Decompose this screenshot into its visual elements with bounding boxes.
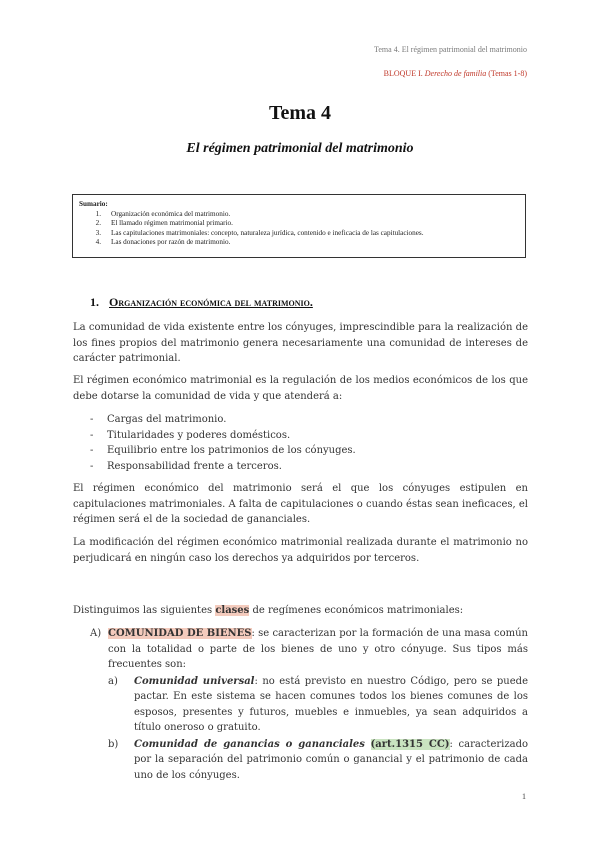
subitem-term: Comunidad de ganancias o gananciales <box>134 738 365 750</box>
class-a-body <box>108 626 528 673</box>
subitem-text: : caracterizado por la separación del patrimonio común o ganancial y el patrimonio de cada uno de los cónyuges. <box>134 738 528 781</box>
paragraph <box>73 603 528 619</box>
list-dash: - <box>90 429 94 441</box>
list-dash: - <box>90 414 94 425</box>
highlight-article-ref: (art.1315 CC) <box>370 738 450 750</box>
list-item <box>90 459 356 475</box>
class-a-marker: A) <box>90 628 102 639</box>
section-heading <box>90 295 313 310</box>
list-item-text: Equilibrio entre los patrimonios de los cónyuges. <box>107 445 356 456</box>
summary-item <box>79 238 519 248</box>
paragraph: La comunidad de vida existente entre los cónyuges, imprescindible para la realización de los fines propios del matrimonio genera necesariamente una comunidad de intereses de carácter patrimonial. <box>73 322 528 364</box>
class-a-block <box>90 626 528 783</box>
section-title: Organización económica del matrimonio. <box>109 295 313 309</box>
list-item-text: Cargas del matrimonio. <box>107 414 227 425</box>
highlight-comunidad-de-bienes: COMUNIDAD DE BIENES <box>108 628 252 639</box>
summary-heading: Sumario: <box>79 200 108 208</box>
subitem-a <box>108 674 528 736</box>
summary-item <box>79 210 519 220</box>
running-header-title: Tema 4. El régimen patrimonial del matrimonio <box>374 45 527 54</box>
page-number: 1 <box>522 792 526 801</box>
paragraph: La modificación del régimen económico matrimonial realizada durante el matrimonio no perjudicará en ningún caso los derechos ya adquiridos por terceros. <box>73 537 528 564</box>
summary-item-text: Las donaciones por razón de matrimonio. <box>111 238 231 246</box>
header-block-prefix: BLOQUE I. <box>383 69 425 78</box>
subitem-term: Comunidad universal <box>134 675 255 687</box>
paragraph: El régimen económico matrimonial es la regulación de los medios económicos de los que debe dotarse la comunidad de vida y que atenderá a: <box>73 375 528 402</box>
summary-item <box>79 229 519 239</box>
summary-item-number: 2. <box>95 219 101 227</box>
subitem-body <box>134 737 528 784</box>
paragraph: El régimen económico del matrimonio será el que los cónyuges estipulen en capitulaciones matrimoniales. A falta de capitulaciones o cuando éstas sean ineficaces, el régimen será el de la sociedad de gananciales. <box>73 483 528 525</box>
header-block-italic: Derecho de familia <box>424 69 487 78</box>
page-title: Tema 4 <box>268 102 332 124</box>
page-subtitle: El régimen patrimonial del matrimonio <box>186 141 414 156</box>
summary-item <box>79 219 519 229</box>
summary-item-number: 3. <box>95 228 101 237</box>
subitem-text: : no está previsto en nuestro Código, pero se puede pactar. En este sistema se hacen comunes todos los bienes comunes de los esposos, presentes y futuros, muebles e inmuebles, ya sean adquiridos a título oneroso o gratuito. <box>134 675 528 733</box>
list-item <box>90 443 356 459</box>
class-a-text: : se caracterizan por la formación de una masa común con la totalidad o parte de los bienes de uno y otro cónyuge. Sus tipos más frecuentes son: <box>108 628 528 670</box>
subitem-marker: a) <box>108 675 118 687</box>
paragraph-text: Distinguimos las siguientes <box>73 605 216 616</box>
list-dash: - <box>90 445 94 456</box>
summary-item-number: 1. <box>95 209 101 218</box>
subitem-body <box>134 674 528 736</box>
subitem-b <box>108 737 528 784</box>
list-item-text: Responsabilidad frente a terceros. <box>107 460 282 472</box>
summary-box <box>72 194 526 258</box>
paragraph-text: de regímenes económicos matrimoniales: <box>249 605 464 616</box>
bullet-list <box>90 412 356 474</box>
list-item-text: Titularidades y poderes domésticos. <box>107 429 291 441</box>
running-header-block <box>384 69 527 78</box>
list-dash: - <box>90 460 94 472</box>
summary-item-text: Organización económica del matrimonio. <box>111 209 231 218</box>
list-item <box>90 412 356 428</box>
summary-item-text: El llamado régimen matrimonial primario. <box>111 219 233 227</box>
section-number: 1. <box>90 295 99 309</box>
header-block-suffix: (Temas 1-8) <box>486 69 527 78</box>
list-item <box>90 428 356 444</box>
summary-item-number: 4. <box>95 238 101 246</box>
highlight-clases: clases <box>215 605 250 616</box>
summary-item-text: Las capitulaciones matrimoniales: concepto, naturaleza jurídica, contenido e ineficacia de las capitulaciones. <box>111 228 424 237</box>
subitem-marker: b) <box>108 738 119 750</box>
